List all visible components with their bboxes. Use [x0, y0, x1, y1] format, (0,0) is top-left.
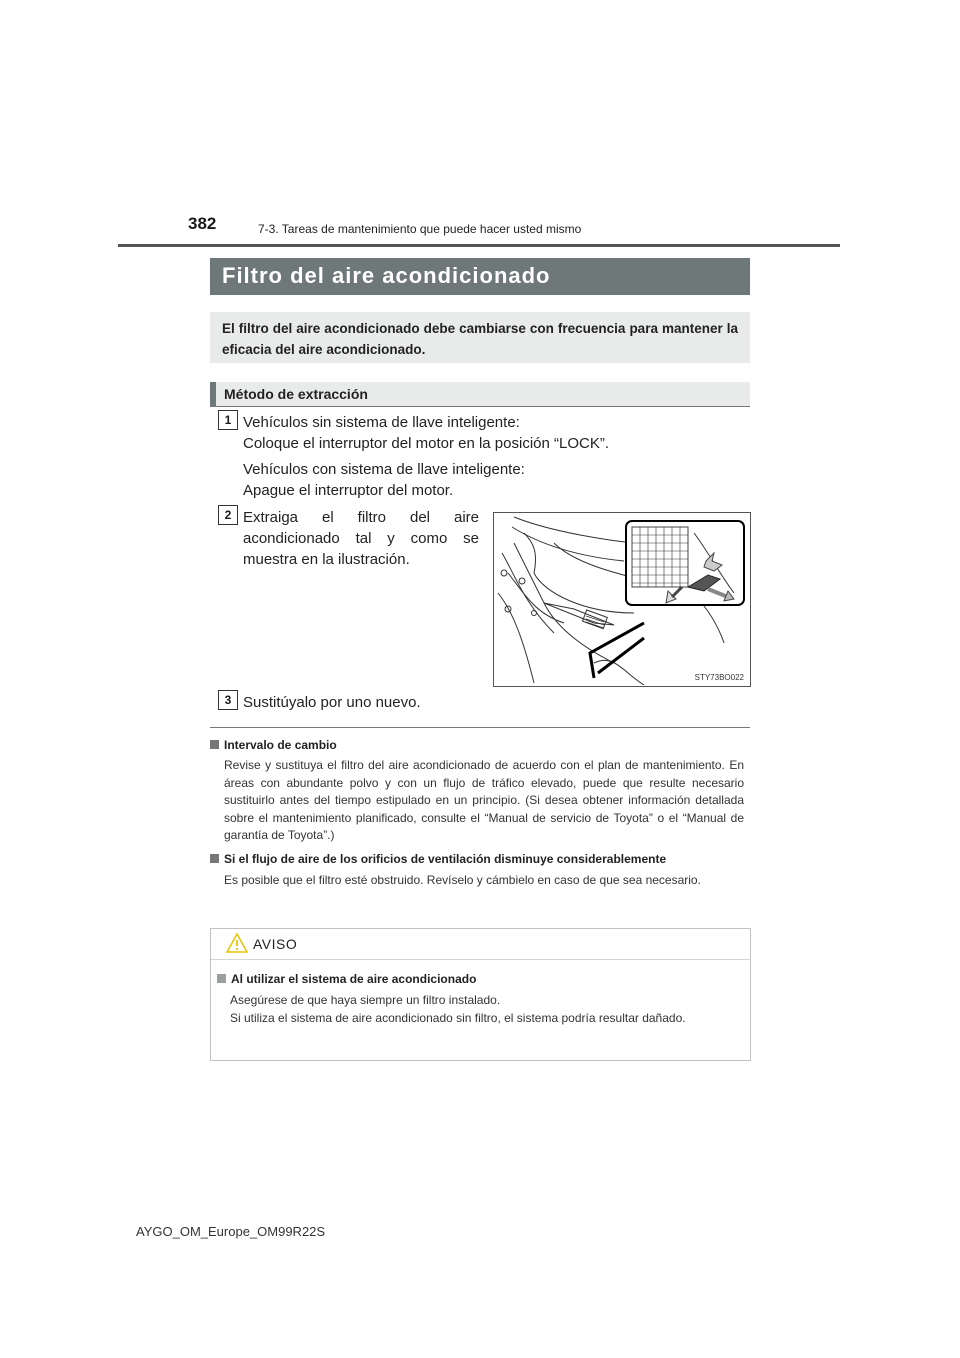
note-2-body: Es posible que el filtro esté obstruido. Revíselo y cámbielo en caso de que sea necesario. [224, 873, 701, 887]
warning-triangle-icon [225, 932, 249, 954]
footer-document-code: AYGO_OM_Europe_OM99R22S [136, 1224, 326, 1239]
step-2-text: Extraiga el filtro del aire acondicionado tal y como se muestra en la ilustración. [243, 509, 479, 568]
page-title: Filtro del aire acondicionado [222, 263, 551, 288]
intro-text: El filtro del aire acondicionado debe cambiarse con frecuencia para mantener la eficacia del aire acondicionado. [222, 321, 738, 357]
section-divider [210, 727, 750, 728]
page-number: 382 [188, 214, 217, 233]
bullet-square-icon [210, 854, 219, 863]
step-1-line-2: Coloque el interruptor del motor en la posición “LOCK”. [243, 435, 610, 452]
step-1-line-1: Vehículos sin sistema de llave inteligente: [243, 414, 520, 431]
glovebox-filter-illustration [493, 512, 751, 687]
header-rule [118, 244, 840, 247]
step-3-text: Sustitúyalo por uno nuevo. [243, 694, 421, 711]
note-2-heading [210, 852, 666, 866]
warning-line-1: Asegúrese de que haya siempre un filtro instalado. [230, 993, 501, 1007]
intro-box [210, 312, 750, 363]
warning-header [211, 929, 750, 960]
step-number-1: 1 [218, 410, 238, 430]
subsection-title: Método de extracción [224, 386, 368, 402]
step-number-2: 2 [218, 505, 238, 525]
illustration-code: STY73BO022 [694, 673, 744, 682]
section-path: 7-3. Tareas de mantenimiento que puede hacer usted mismo [258, 222, 582, 236]
subsection-accent [210, 382, 216, 406]
warning-box [210, 928, 751, 1061]
step-1-line-4: Apague el interruptor del motor. [243, 482, 454, 499]
warning-label: AVISO [253, 936, 298, 952]
warning-line-2: Si utiliza el sistema de aire acondicionado sin filtro, el sistema podría resultar dañado. [230, 1010, 686, 1025]
bullet-square-icon [210, 740, 219, 749]
subsection-heading [210, 382, 750, 407]
title-bar [210, 258, 750, 295]
warning-text [230, 992, 740, 1027]
warning-subtitle: Al utilizar el sistema de aire acondicionado [231, 972, 477, 986]
note-1-heading [210, 738, 337, 752]
note-1-body: Revise y sustituya el filtro del aire acondicionado de acuerdo con el plan de mantenimiento. En áreas con abundante polvo y con un flujo de tráfico elevado, puede que resulte necesario sustituirlo antes del tiempo estipulado en un principio. (Si desea obtener información detallada sobre el mantenimiento planificado, consulte el “Manual de servicio de Toyota” o el “Manual de garantía de Toyota”.) [224, 758, 744, 842]
note-2-title: Si el flujo de aire de los orificios de ventilación disminuye considerablemente [224, 852, 667, 866]
step-1-line-3: Vehículos con sistema de llave inteligente: [243, 461, 525, 478]
warning-subtitle-row [217, 972, 476, 986]
dashboard-drawing [494, 513, 750, 686]
bullet-square-icon [217, 974, 226, 983]
step-number-3: 3 [218, 690, 238, 710]
note-1-title: Intervalo de cambio [224, 738, 337, 752]
